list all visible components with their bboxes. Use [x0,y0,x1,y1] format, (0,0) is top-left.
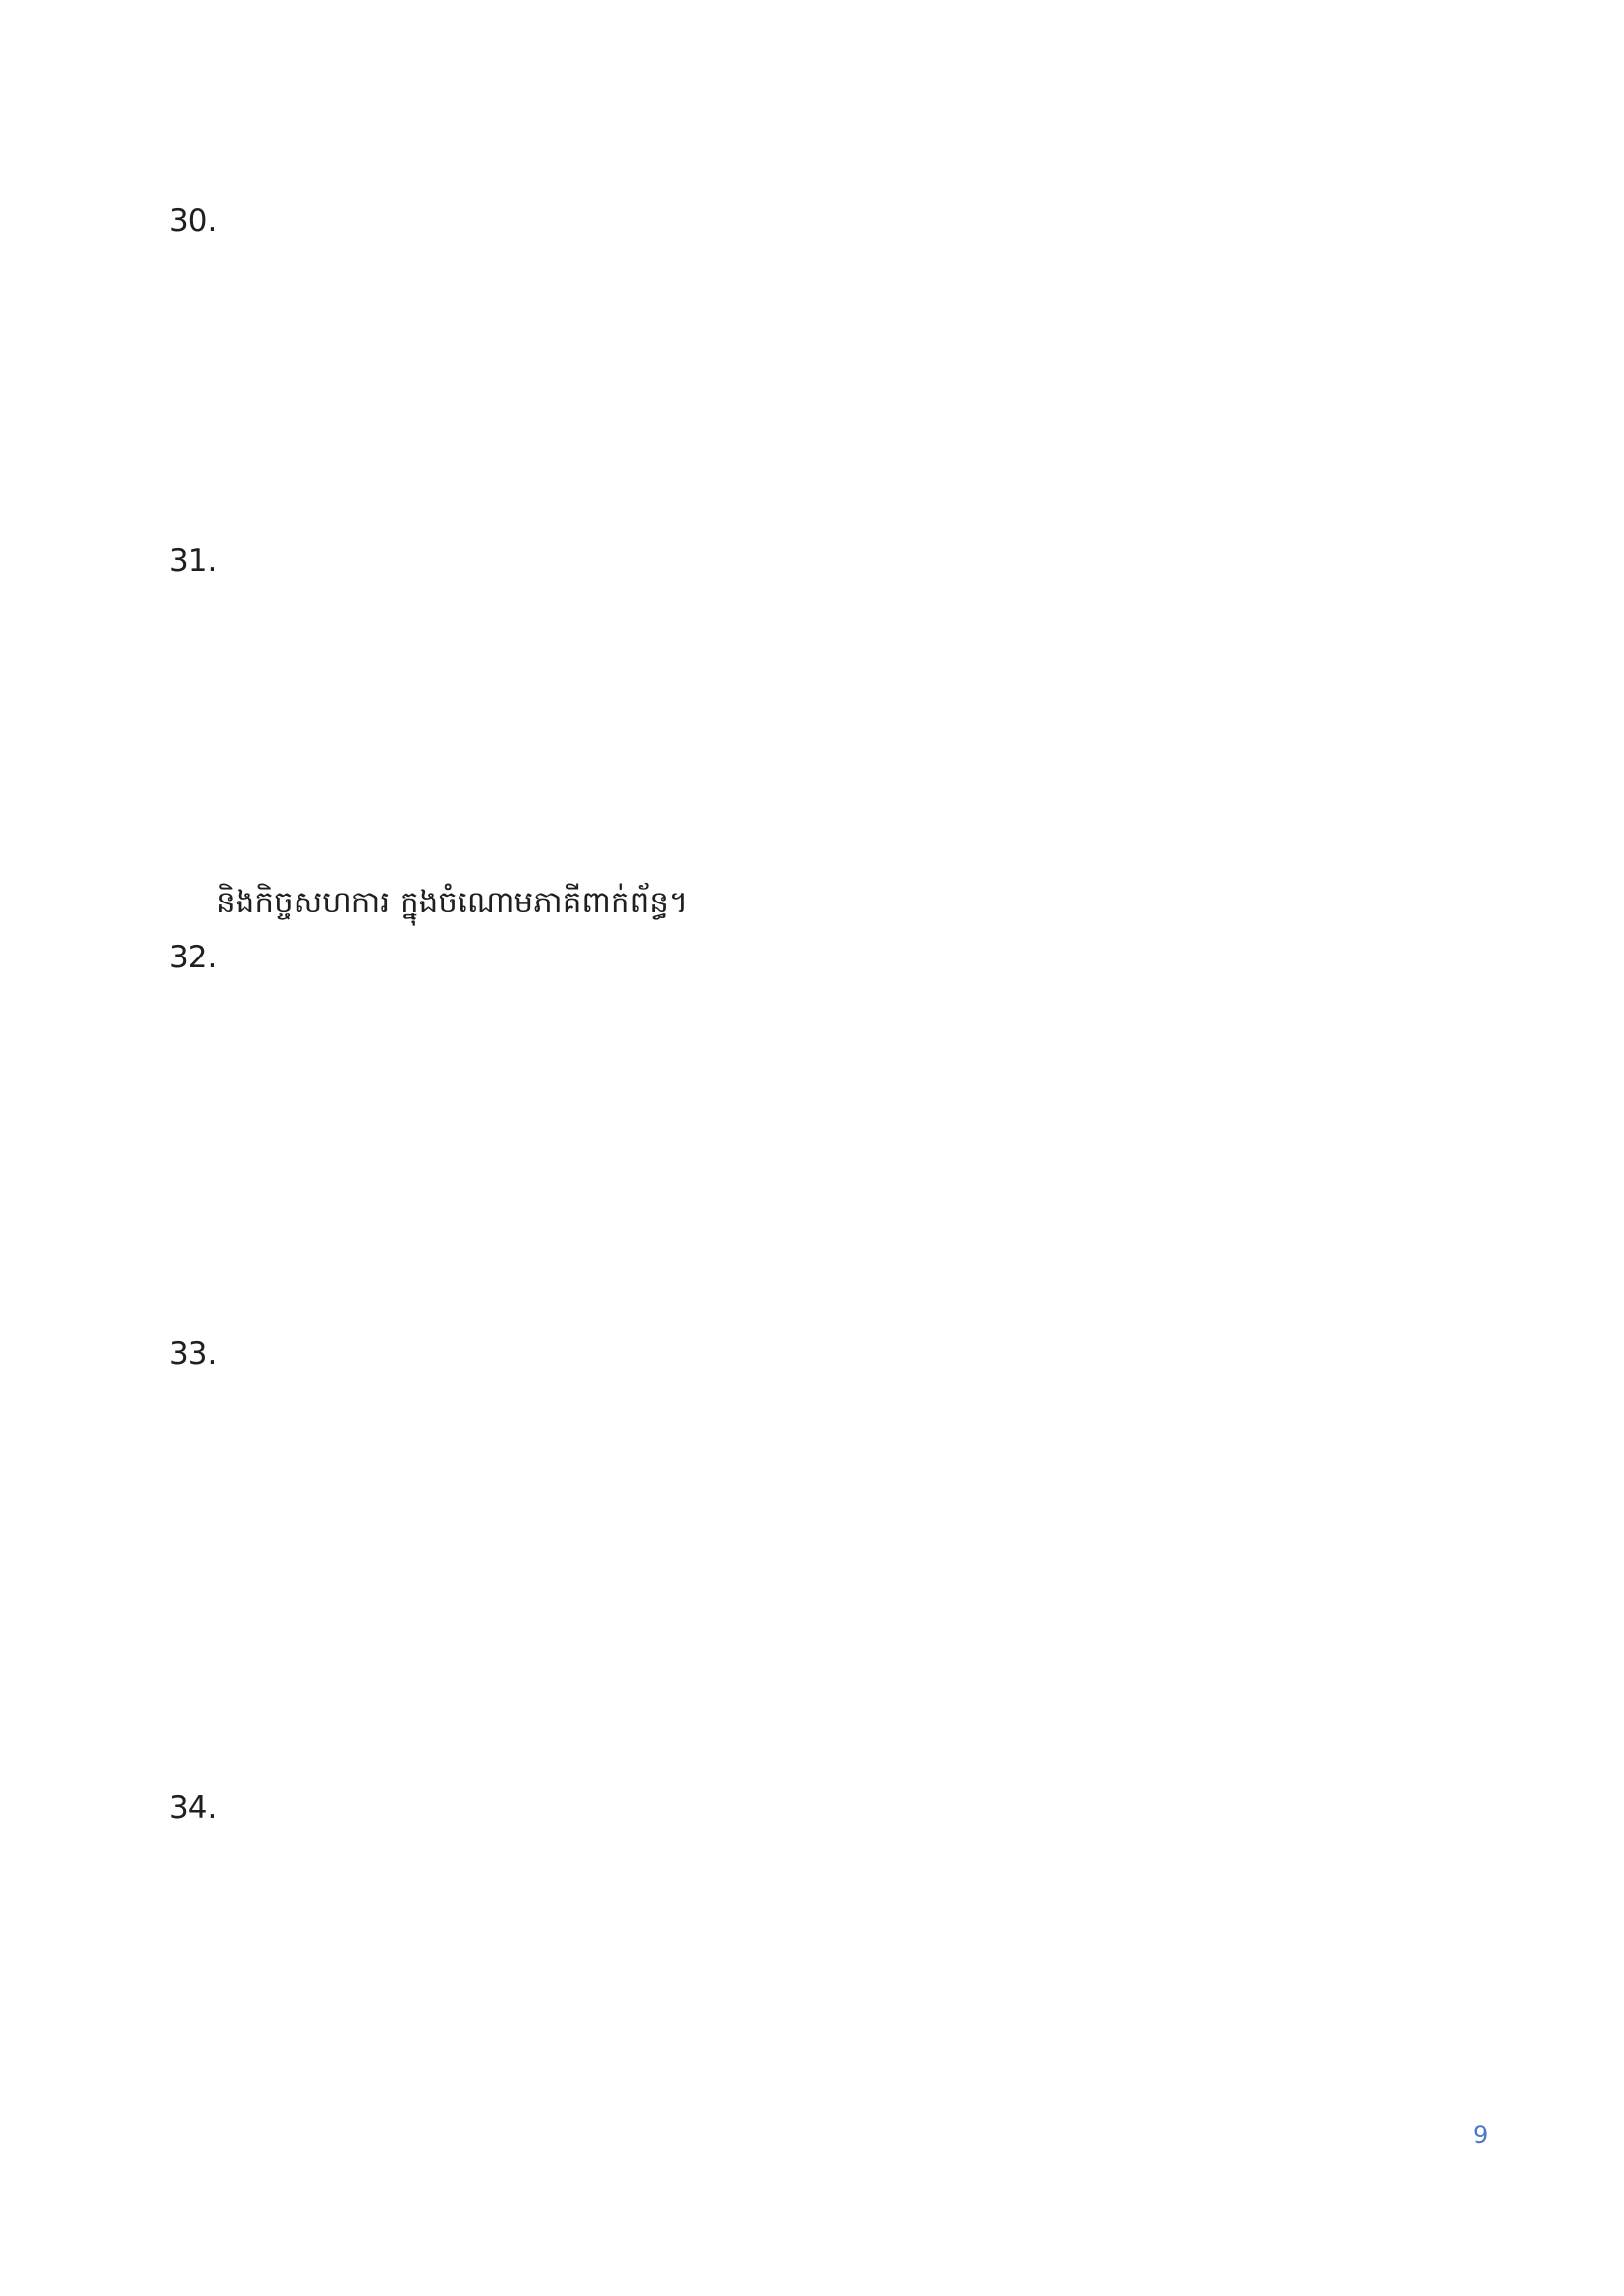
paragraph-33 [169,1326,1496,1724]
paragraph-line [216,646,1496,703]
paragraph-line [216,1214,1496,1271]
paragraph-number: 34. [169,1790,218,1826]
paragraph-number: 33. [169,1337,218,1372]
paragraph-number: 32. [169,940,218,975]
paragraph-line [216,1667,1496,1724]
paragraph-line [216,2007,1496,2064]
paragraph-34 [169,1779,1496,2064]
paragraph-30 [169,192,1496,477]
paragraph-line [216,589,1496,646]
paragraph-32 [169,929,1496,1271]
paragraph-line [216,1100,1496,1157]
paragraph-line [216,1497,1496,1554]
paragraph-number: 31. [169,543,218,578]
paragraph-line [216,986,1496,1043]
paragraph-line [216,1779,1496,1836]
paragraph-line: និងកិច្ចសហការ ក្នុងចំណោមភាគីពាក់ព័ន្ធ។ [216,885,689,920]
paragraph-line [216,703,1496,760]
paragraph-31 [169,532,1496,931]
paragraph-line [216,1043,1496,1100]
paragraph-line [216,1554,1496,1611]
paragraph-line [216,1950,1496,2007]
paragraph-line [216,532,1496,589]
paragraph-line [216,1836,1496,1893]
paragraph-line [216,760,1496,817]
paragraph-line [216,420,1496,477]
paragraph-line [216,1326,1496,1383]
paragraph-line [216,1157,1496,1214]
paragraph-number: 30. [169,203,218,239]
paragraph-line [216,306,1496,363]
paragraph-line [216,249,1496,306]
paragraph-line [216,1383,1496,1440]
paragraph-line [216,817,1496,874]
paragraph-line [216,1893,1496,1950]
paragraph-line [216,929,1496,986]
page-number: 9 [1473,2121,1489,2149]
paragraph-line [216,192,1496,249]
paragraph-line [216,363,1496,420]
paragraph-line [216,1440,1496,1497]
paragraph-line [216,1611,1496,1667]
